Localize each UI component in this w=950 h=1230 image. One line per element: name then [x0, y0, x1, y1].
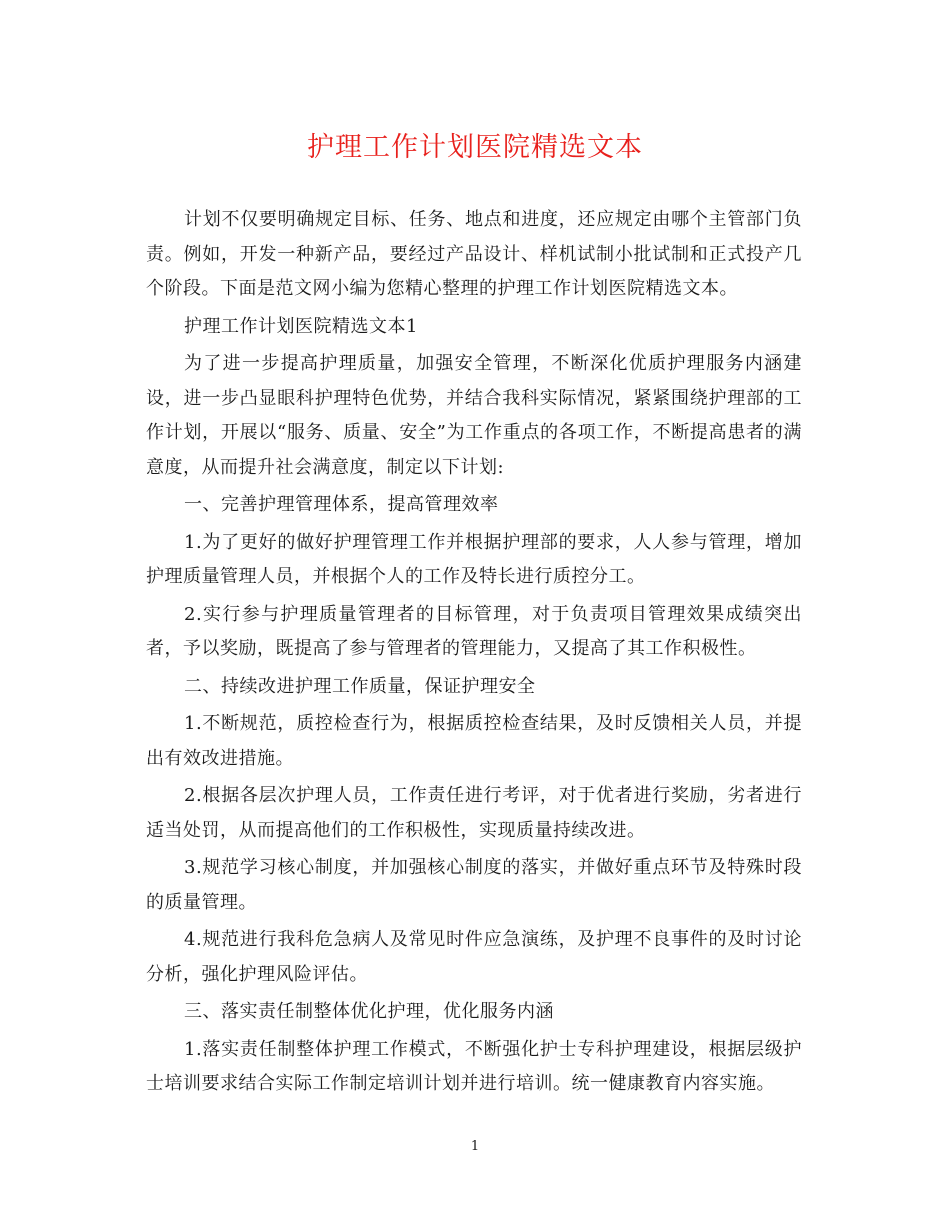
- heading-three: 三、落实责任制整体优化护理，优化服务内涵: [184, 1001, 554, 1022]
- intro-paragraph: 计划不仅要明确规定目标、任务、地点和进度，还应规定由哪个主管部门负责。例如，开发一种新产品，要经过产品设计、样机试制小批试制和正式投产几个阶段。下面是范文网小编为您精心整理的护理工作计划医院精选文本。: [146, 209, 802, 299]
- plan-intro-paragraph: 为了进一步提高护理质量，加强安全管理，不断深化优质护理服务内涵建设，进一步凸显眼科护理特色优势，并结合我科实际情况，紧紧围绕护理部的工作计划，开展以“服务、质量、安全”为工作重点的各项工作，不断提高患者的满意度，从而提升社会满意度，制定以下计划:: [146, 353, 802, 478]
- item-3-1: 1.落实责任制整体护理工作模式，不断强化护士专科护理建设，根据层级护士培训要求结合实际工作制定培训计划并进行培训。统一健康教育内容实施。: [146, 1038, 802, 1094]
- item-2-1: 1.不断规范，质控检查行为，根据质控检查结果，及时反馈相关人员，并提出有效改进措施。: [146, 713, 802, 769]
- heading-two: 二、持续改进护理工作质量，保证护理安全: [184, 675, 536, 697]
- heading-one: 一、完善护理管理体系，提高管理效率: [184, 494, 499, 515]
- document-title: 护理工作计划医院精选文本: [307, 132, 643, 163]
- item-1-1: 1.为了更好的做好护理管理工作并根据护理部的要求，人人参与管理，增加护理质量管理人员，并根据个人的工作及特长进行质控分工。: [146, 531, 802, 587]
- item-2-3: 3.规范学习核心制度，并加强核心制度的落实，并做好重点环节及特殊时段的质量管理。: [146, 857, 802, 913]
- item-2-4: 4.规范进行我科危急病人及常见时件应急演练，及护理不良事件的及时讨论分析，强化护理风险评估。: [146, 929, 802, 985]
- page-number: 1: [470, 1139, 480, 1154]
- item-1-2: 2.实行参与护理质量管理者的目标管理，对于负责项目管理效果成绩突出者，予以奖励，既提高了参与管理者的管理能力，又提高了其工作积极性。: [146, 603, 802, 659]
- item-2-2: 2.根据各层次护理人员，工作责任进行考评，对于优者进行奖励，劣者进行适当处罚，从而提高他们的工作积极性，实现质量持续改进。: [146, 785, 802, 841]
- section-title-text-1: 护理工作计划医院精选文本1: [184, 315, 418, 337]
- document-body: [146, 203, 802, 1105]
